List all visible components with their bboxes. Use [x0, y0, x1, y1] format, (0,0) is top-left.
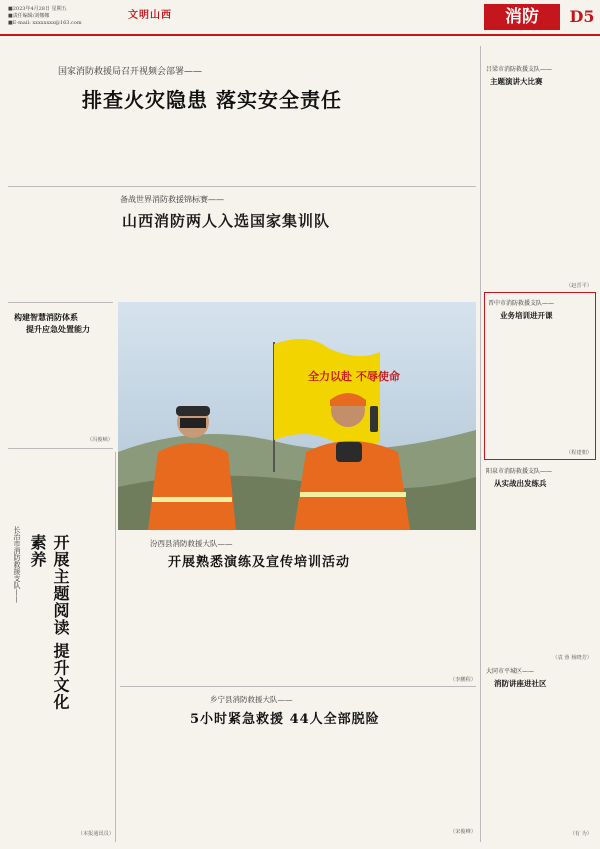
right-item4-body	[486, 692, 592, 828]
firefighters-on-hill-photo	[118, 302, 476, 530]
divider	[8, 302, 113, 303]
masthead	[0, 0, 600, 46]
lead-headline: 排查火灾隐患 落实安全责任	[82, 88, 342, 112]
section-tag: 消防	[484, 4, 560, 30]
right-item3-kicker: 阳泉市消防救援支队——	[486, 468, 553, 475]
flag-text: 全力以赴 不辱使命	[308, 370, 400, 383]
right-item3-body	[486, 492, 592, 652]
divider	[120, 686, 476, 687]
right-item1-kicker: 吕梁市消防救援支队——	[486, 66, 553, 73]
divider	[480, 46, 481, 842]
left-vertical-credit: （本报通讯员）	[77, 831, 114, 837]
right-item2-kicker: 晋中市消防救援支队——	[488, 300, 555, 307]
left-box-body	[8, 342, 113, 434]
right-item4-kicker: 大同市平城区——	[486, 668, 535, 675]
story3-headline: 开展熟悉演练及宣传培训活动	[168, 555, 351, 570]
news-photo	[118, 302, 476, 530]
right-item1-credit: （赵晋平）	[566, 283, 592, 289]
right-item2-title: 业务培训进开课	[500, 311, 553, 320]
story4-credit: （宋俊峰）	[450, 829, 476, 835]
divider	[115, 452, 116, 842]
right-item1-title: 主题演讲大比赛	[490, 77, 543, 86]
masthead-info	[8, 6, 118, 27]
divider	[8, 186, 476, 187]
story4-body	[120, 730, 476, 826]
lead-body	[8, 115, 476, 179]
story2-body	[8, 238, 476, 298]
newspaper-logo: 文明山西	[128, 10, 172, 21]
story3-credit: （李鹏程）	[450, 677, 476, 683]
story2-kicker: 备战世界消防救援锦标赛——	[120, 195, 224, 204]
lead-kicker: 国家消防救援局召开视频会部署——	[58, 67, 203, 77]
divider	[8, 448, 113, 449]
story2-headline: 山西消防两人入选国家集训队	[122, 212, 331, 230]
right-item1-body	[486, 90, 592, 280]
story4-kicker: 乡宁县消防救援大队——	[210, 695, 293, 704]
page-number: D5	[569, 7, 595, 26]
right-item2-body	[488, 324, 592, 448]
left-vertical-headline: 开展主题阅读 提升文化素养	[28, 534, 70, 711]
left-vertical-body	[62, 532, 114, 828]
left-vertical-tag: 长治市消防救援支队——	[13, 526, 21, 603]
right-item4-title: 消防讲座进社区	[494, 679, 547, 688]
editor-line: ■责任编辑/刘娜娜	[8, 13, 50, 19]
right-item3-title: 从实战出发练兵	[494, 479, 547, 488]
email-line: ■E-mail: xxxxxxxx@163.com	[8, 20, 82, 26]
date-line: ■2023年4月28日 星期五	[8, 6, 67, 12]
story4-headline: 5小时紧急救援 44人全部脱险	[190, 712, 380, 727]
left-box-credit: （冯俊峡）	[87, 437, 113, 443]
left-box-title-2: 提升应急处置能力	[26, 324, 90, 334]
masthead-rule	[0, 34, 600, 36]
right-item4-credit: （有 为）	[569, 831, 592, 837]
right-item2-credit: （程建朝）	[566, 450, 592, 456]
story3-body	[120, 575, 476, 675]
right-item3-credit: （袁 蓉 杨晓芳）	[552, 655, 592, 661]
left-box-title-1: 构建智慧消防体系	[14, 312, 78, 322]
story3-kicker: 汾西县消防救援大队——	[150, 539, 233, 548]
